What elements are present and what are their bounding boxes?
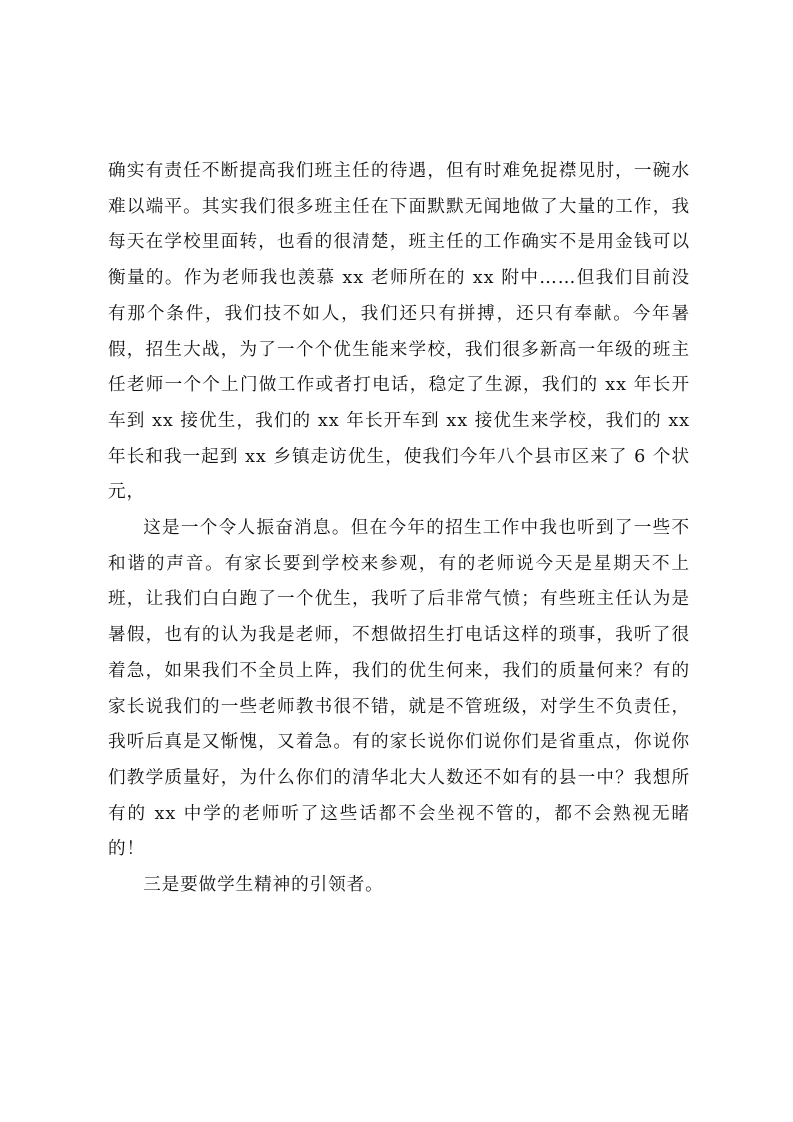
paragraph-3: 三是要做学生精神的引领者。	[143, 875, 384, 896]
paragraph-1: 确实有责任不断提高我们班主任的待遇，但有时难免捉襟见肘，一碗水难以端平。其实我们很多班主任在下面默默无闻地做了大量的工作，我每天在学校里面转，也看的很清楚，班主任的工作确实不是用金钱可以衡量的。作为老师我也羡慕 xx 老师所在的 xx 附中……但我们目前没有那个条件，我们技不如人，我们还只有拼搏，还只有奉献。今年暑假，招生大战，为了一个个优生能来学校，我们很多新高一年级的班主任老师一个个上门做工作或者打电话，稳定了生源，我们的 xx 年长开车到 xx 接优生，我们的 xx 年长开车到 xx 接优生来学校，我们的 xx 年长和我一起到 xx 乡镇走访优生，使我们今年八个县市区来了 6 个状元，	[108, 161, 690, 503]
document-body	[108, 154, 690, 904]
paragraph-2: 这是一个令人振奋消息。但在今年的招生工作中我也听到了一些不和谐的声音。有家长要到学校来参观，有的老师说今天是星期天不上班，让我们白白跑了一个优生，我听了后非常气愤；有些班主任认为是暑假，也有的认为我是老师，不想做招生打电话这样的琐事，我听了很着急，如果我们不全员上阵，我们的优生何来，我们的质量何来？有的家长说我们的一些老师教书很不错，就是不管班级，对学生不负责任，我听后真是又惭愧，又着急。有的家长说你们说你们是省重点，你说你们教学质量好，为什么你们的清华北大人数还不如有的县一中？我想所有的 xx 中学的老师听了这些话都不会坐视不管的，都不会熟视无睹的！	[108, 518, 690, 860]
